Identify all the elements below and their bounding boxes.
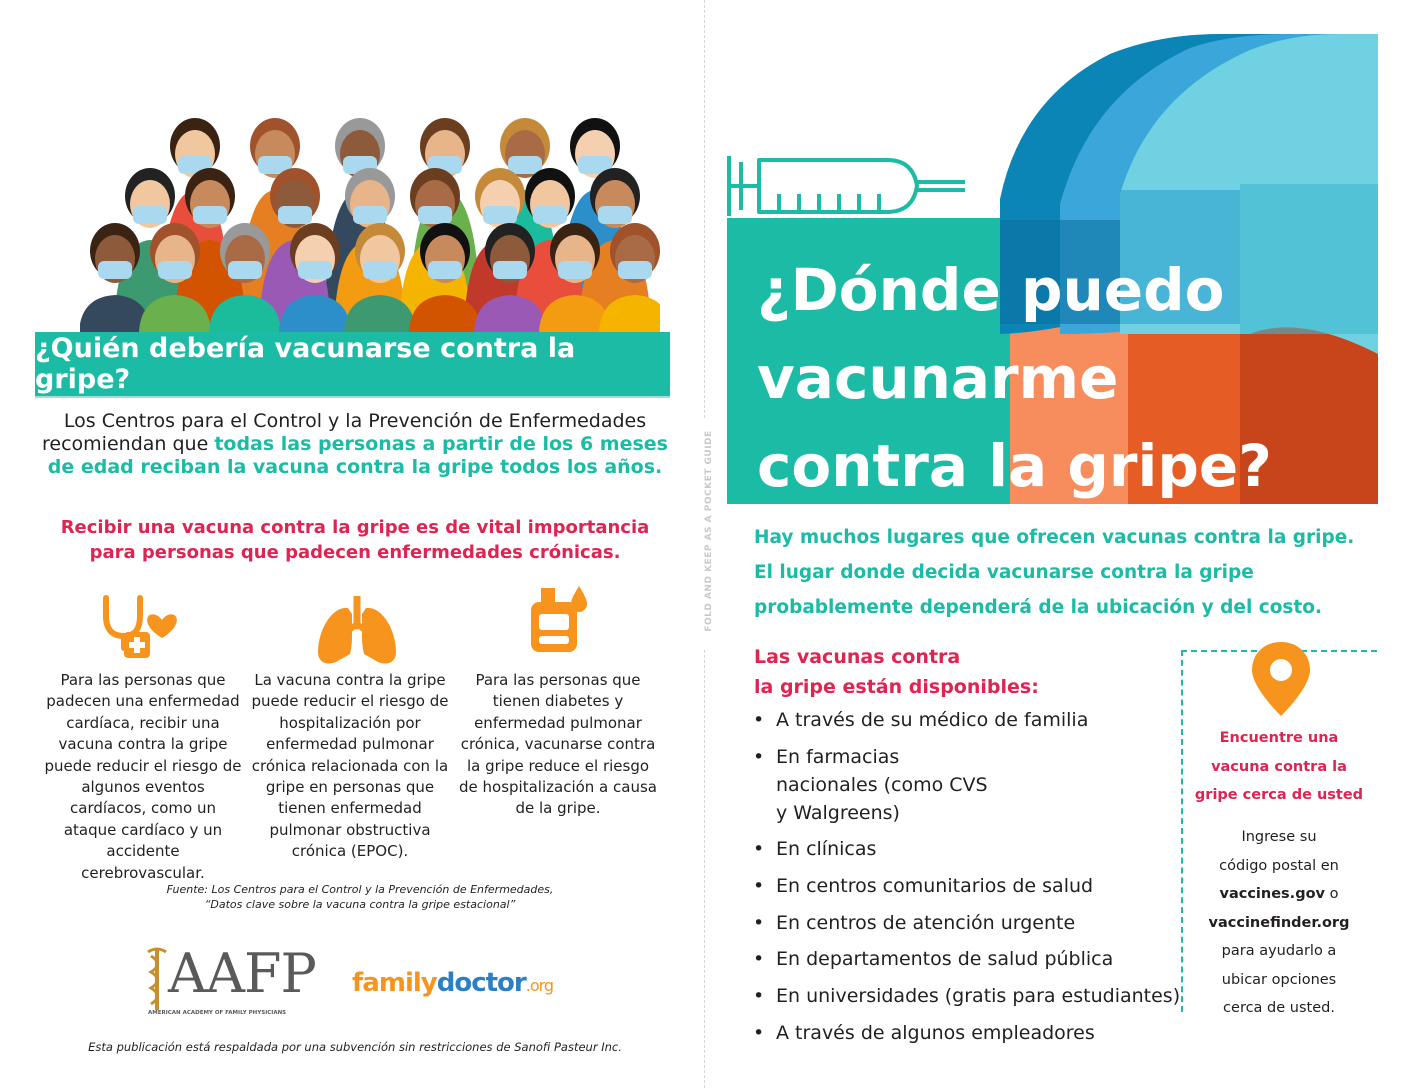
finder-title-line-3: gripe cerca de usted: [1194, 787, 1364, 803]
aafp-logo: [146, 942, 316, 1020]
syringe-icon: [727, 150, 967, 222]
intro-paragraph: [40, 410, 670, 479]
source-citation: [100, 882, 620, 912]
finder-or: o: [1325, 886, 1339, 902]
intro-highlight: todas las personas a partir de los 6 meses de edad reciban la vacuna contra la gripe todos los años.: [47, 433, 668, 478]
caduceus-icon: [146, 946, 168, 1016]
hero-title: [757, 246, 1357, 510]
face-mask: [618, 261, 652, 279]
sponsor-credit: Esta publicación está respaldada por una subvención sin restricciones de Sanofi Pasteur Inc.: [88, 1040, 622, 1054]
aafp-wordmark: AAFP: [168, 942, 316, 1005]
masked-crowd-illustration: [80, 110, 660, 332]
finder-text-line-1: Ingrese su: [1241, 829, 1317, 845]
list-item: • A través de algunos empleadores: [752, 1019, 1180, 1047]
face-mask: [228, 261, 262, 279]
finder-text-line-7: cerca de usted.: [1223, 1000, 1335, 1016]
list-item: [752, 743, 1002, 827]
face-mask: [298, 261, 332, 279]
lead-paragraph: Hay muchos lugares que ofrecen vacunas contra la gripe. El lugar donde decida vacunarse contra la gripe probablemente dependerá de la ubicación y del costo.: [754, 527, 1355, 618]
finder-title-line-1: Encuentre una: [1219, 730, 1339, 746]
fd-doctor: doctor: [436, 968, 526, 998]
availability-line-2: la gripe están disponibles:: [754, 676, 1039, 698]
source-line-1: Fuente: Los Centros para el Control y la Prevención de Enfermedades,: [166, 883, 554, 896]
face-mask: [278, 206, 312, 224]
diabetes-column: Para las personas que tienen diabetes y enfermedad pulmonar crónica, vacunarse contra la gripe reduce el riesgo de hospitalización a causa de la gripe.: [459, 671, 657, 818]
face-mask: [493, 261, 527, 279]
hero-line-2: vacunarme: [757, 344, 1119, 412]
availability-line-1: Las vacunas contra: [754, 646, 961, 668]
list-item: • En universidades (gratis para estudiantes): [752, 982, 1180, 1010]
lungs-icon: [314, 596, 400, 668]
list-item-text: En farmacias nacionales (como CVS y Walgreens): [776, 745, 988, 824]
list-item: • En departamentos de salud pública: [752, 945, 1180, 973]
intro-plain: Los Centros para el Control y la Prevención de Enfermedades recomiendan que: [42, 410, 647, 455]
face-mask: [418, 206, 452, 224]
familydoctor-logo: [352, 968, 553, 998]
vaccines-gov-link[interactable]: vaccines.gov: [1219, 886, 1325, 902]
who-should-vaccinate-banner: [35, 332, 670, 398]
availability-heading: [754, 642, 1039, 702]
face-mask: [133, 206, 167, 224]
face-mask: [428, 261, 462, 279]
finder-text-line-5: para ayudarlo a: [1221, 943, 1337, 959]
face-mask: [598, 206, 632, 224]
vital-importance-statement: [40, 515, 670, 565]
source-line-2: “Datos clave sobre la vacuna contra la gripe estacional”: [204, 898, 516, 911]
list-item: • En clínicas: [752, 835, 1180, 863]
locations-list: [752, 706, 1180, 1056]
fold-guide-label: [699, 420, 713, 648]
aafp-subtitle: AMERICAN ACADEMY OF FAMILY PHYSICIANS: [148, 1010, 287, 1016]
glucose-meter-icon: [513, 582, 599, 654]
list-item: • En centros de atención urgente: [752, 909, 1180, 937]
banner-title: ¿Quién debería vacunarse contra la gripe?: [35, 333, 576, 395]
fold-guide-text: FOLD AND KEEP AS A POCKET GUIDE: [704, 430, 714, 632]
vital-line-1: Recibir una vacuna contra la gripe es de vital importancia: [60, 517, 650, 538]
face-mask: [353, 206, 387, 224]
finder-text-line-3: [1186, 880, 1372, 909]
face-mask: [158, 261, 192, 279]
face-mask: [193, 206, 227, 224]
fd-family: family: [352, 968, 437, 998]
hero-line-3: contra la gripe?: [757, 432, 1272, 500]
hero-line-1: ¿Dónde puedo: [757, 256, 1225, 324]
face-mask: [508, 156, 542, 174]
heart-disease-column: Para las personas que padecen una enfermedad cardíaca, recibir una vacuna contra la gripe puede reducir el riesgo de algunos eventos cardíacos, como un ataque cardíaco y un accidente cerebrovascular.: [44, 671, 242, 882]
list-item: • A través de su médico de familia: [752, 706, 1180, 734]
stethoscope-heart-icon: [100, 592, 186, 664]
lung-disease-column: La vacuna contra la gripe puede reducir el riesgo de hospitalización por enfermedad pulmonar crónica relacionada con la gripe en personas que tienen enfermedad pulmonar obstructiva crónica (EPOC).: [251, 671, 449, 861]
list-item: • En centros comunitarios de salud: [752, 872, 1180, 900]
face-mask: [483, 206, 517, 224]
finder-text-line-4: [1186, 909, 1372, 938]
vital-line-2: para personas que padecen enfermedades crónicas.: [89, 542, 621, 563]
face-mask: [558, 261, 592, 279]
finder-text-line-6: ubicar opciones: [1221, 971, 1337, 988]
vaccinefinder-link[interactable]: vaccinefinder.org: [1208, 914, 1350, 931]
location-pin-icon: [1250, 640, 1312, 718]
fd-org: .org: [525, 976, 554, 995]
finder-text-line-2: código postal en: [1219, 857, 1339, 874]
finder-title: [1186, 724, 1372, 810]
finder-instructions: [1186, 823, 1372, 1023]
finder-title-line-2: vacuna contra la: [1211, 758, 1347, 775]
face-mask: [363, 261, 397, 279]
face-mask: [98, 261, 132, 279]
face-mask: [533, 206, 567, 224]
